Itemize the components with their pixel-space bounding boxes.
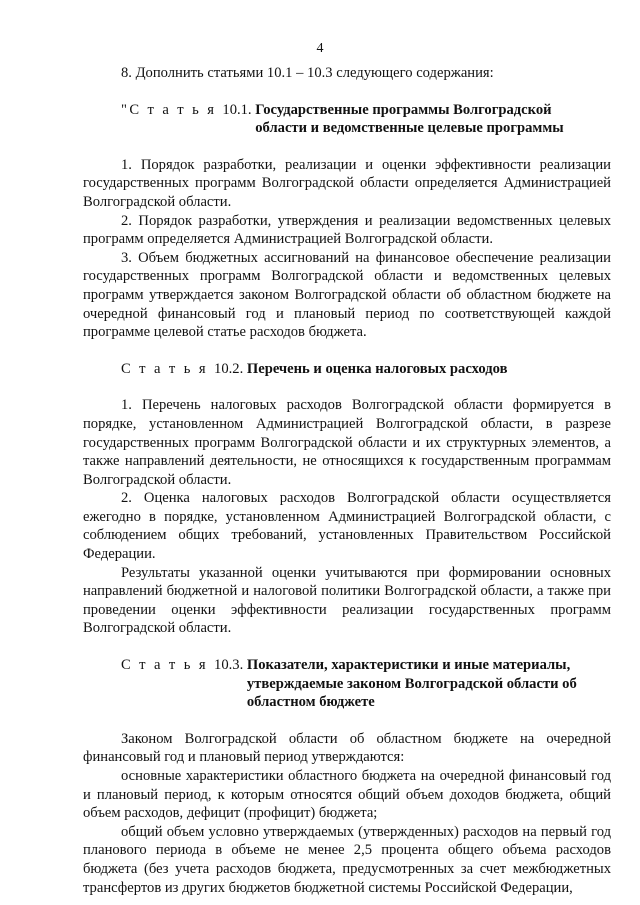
article-10-3-paragraph-3: общий объем условно утверждаемых (утвержденных) расходов на первый год планового периода в объеме не менее 2,5 процента общего объема расходов бюджета (без учета расходов бюджета, предусмотренных за счет межбюджетных трансфертов из других бюджетов бюджетной системы Российской Федерации, xyxy=(83,823,611,896)
article-number: 10.3. xyxy=(214,657,247,674)
article-10-2-paragraph-2: 2. Оценка налоговых расходов Волгоградской области осуществляется ежегодно в порядке, установленном Администрацией Волгоградской области, с соблюдением общих требований, установленных Правительством Российской Федерации. xyxy=(83,490,611,563)
article-10-2-paragraph-3: Результаты указанной оценки учитываются при формировании основных направлений бюджетной и налоговой политики Волгоградской области, а также при проведении оценки эффективности реализации государственных программ Волгоградской области. xyxy=(83,564,611,637)
intro-paragraph: 8. Дополнить статьями 10.1 – 10.3 следующего содержания: xyxy=(121,65,494,81)
article-title: Показатели, характеристики и иные материалы, утверждаемые законом Волгоградской области об областном бюджете xyxy=(246,657,577,711)
article-number: 10.1. xyxy=(222,101,256,118)
article-10-2-paragraph-1: 1. Перечень налоговых расходов Волгоградской области формируется в порядке, установленном Администрацией Волгоградской области, в разрезе государственных программ Волгоградской области и их структурных элементов, а также направлений деятельности, не относящихся к государственным программам Волгоградской области. xyxy=(83,397,611,488)
document-body xyxy=(83,64,611,897)
article-label: "С т а т ь я xyxy=(121,101,223,118)
article-10-1-paragraph-2: 2. Порядок разработки, утверждения и реализации ведомственных целевых программ определяется Администрацией Волгоградской области. xyxy=(83,212,611,248)
article-10-1-paragraph-1: 1. Порядок разработки, реализации и оценки эффективности реализации государственных программ Волгоградской области определяется Администрацией Волгоградской области. xyxy=(83,156,611,210)
article-10-1-paragraph-3: 3. Объем бюджетных ассигнований на финансовое обеспечение реализации государственных программ Волгоградской области и ведомственных целевых программ утверждается законом Волгоградской области об областном бюджете на очередной финансовый год и плановый период по соответствующей каждой программе целевой статье расходов бюджета. xyxy=(83,249,611,341)
article-10-1-heading xyxy=(121,101,611,138)
article-label: С т а т ь я xyxy=(121,657,215,674)
article-10-3-paragraph-2: основные характеристики областного бюджета на очередной финансовый год и плановый период, к которым относятся общий объем доходов бюджета, общий объем расходов, дефицит (профицит) бюджета; xyxy=(83,768,611,822)
article-title: Перечень и оценка налоговых расходов xyxy=(246,360,508,377)
article-10-2-heading xyxy=(121,360,611,379)
article-title: Государственные программы Волгоградской области и ведомственные целевые программы xyxy=(255,101,564,137)
article-number: 10.2. xyxy=(214,360,247,377)
article-10-3-heading xyxy=(121,656,611,712)
article-10-3-paragraph-1: Законом Волгоградской области об областном бюджете на очередной финансовый год и плановый период утверждаются: xyxy=(83,730,611,766)
article-label: С т а т ь я xyxy=(121,360,215,377)
page-number: 4 xyxy=(316,41,324,56)
